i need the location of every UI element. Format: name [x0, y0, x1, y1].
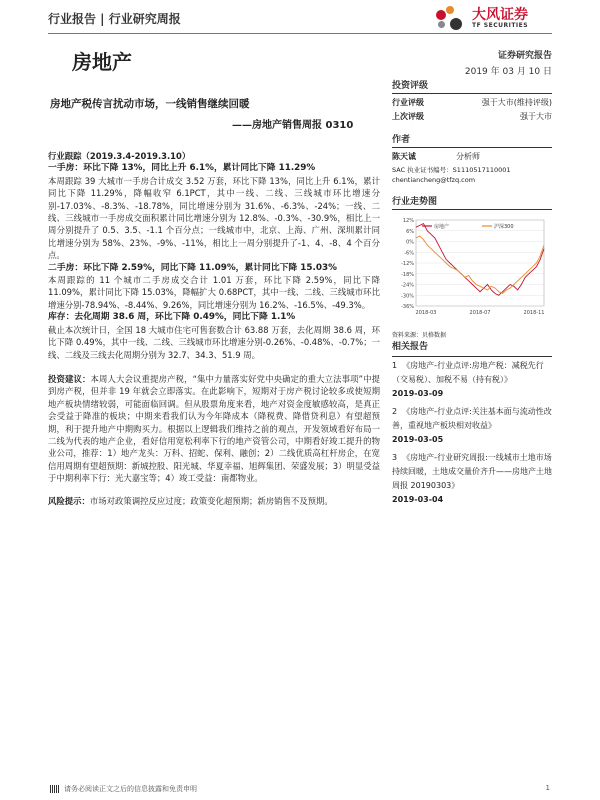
author-role: 分析师: [456, 152, 480, 161]
related-heading: 相关报告: [392, 340, 552, 357]
ref-link[interactable]: 《房地产-行业点评:房地产税：减税先行（交易税）、加税不易（持有税）》: [392, 361, 544, 384]
trend-box: [392, 194, 552, 339]
ref-link[interactable]: 《房地产-行业研究周报:一线城市土地市场持续回暖，土地成交量价齐升——房地产土地周报 20190303》: [392, 453, 552, 490]
y-tick-label: -18%: [401, 271, 414, 278]
brand-logo: [436, 4, 548, 32]
logo-subtext: TF SECURITIES: [472, 22, 529, 29]
report-series: ——房地产销售周报 0310: [232, 120, 354, 131]
second-hand-paragraph: 本周跟踪的 11 个城市二手房成交合计 1.01 万套，环比下降 2.59%，同比下降 11.09%，累计同比下降 15.03%，降幅扩大 0.68PCT，其中一线、二线、三线城市环比增速分别-78.94%、-8.44%、9.26%，同比增速分别为 16.2%、-16.5%、-49.3%。: [48, 275, 380, 310]
header-divider: [48, 33, 552, 34]
tracking-heading: 行业跟踪（2019.3.4-2019.3.10）: [48, 151, 191, 161]
x-tick-label: 2018-11: [523, 310, 545, 316]
author-email: chentiancheng@tfzq.com: [392, 176, 476, 184]
y-tick-label: -36%: [401, 304, 414, 310]
ref-date: 2019-03-05: [392, 435, 444, 444]
ref-number: 3: [392, 453, 398, 462]
report-type: 证券研究报告: [497, 51, 552, 61]
report-subtitle: 房地产税传言扰动市场，一线销售继续回暖: [50, 98, 250, 110]
investment-label: 投资建议：: [48, 373, 91, 384]
footer-text: 请务必阅读正文之后的信息披露和免责申明: [64, 785, 197, 793]
author-name: 陈天诚: [392, 152, 416, 161]
related-reports: [392, 340, 552, 511]
author-cert: SAC 执业证书编号：S1110517110001: [392, 166, 511, 174]
investment-text: 本周人大会议重提房产税，“集中力量落实好党中央确定的重大立法事项”中提到房产税，但并非 19 年就会立即落实。在此影响下，短期对于房产税讨论较多或使短期地产板块情绪较弱，可能面临回调。但从股票角度来看，地产对资金度敏感较高，是真正会受益于降准的板块；中期来看我们认为今年降成本（降税费、降借贷利息）有望超预期，利于提升地产中期购买力。根据以上逻辑我们维持之前的观点，开发领域看好布局一二线为代表的地产企业，看好信用宽松利率下行的地产资管公司，中期看好竣工提升的物业公司，推荐：1）地产龙头：万科、招蛇、保利、融创；2）二线优质高杠杆房企，在宽信用周期有望超预期：新城控股、阳光城、华夏幸福、旭辉集团、荣盛发展；3）明显受益于中期利率下行：光大嘉宝等；4）竣工受益：南都物业。: [48, 373, 380, 484]
ref-date: 2019-03-09: [392, 389, 444, 398]
rating-box: [392, 78, 552, 122]
risk-text: 市场对政策调控反应过度；政策变化超预期；新房销售不及预期。: [89, 495, 333, 506]
main-body: [48, 150, 380, 507]
ref-number: 1: [392, 361, 398, 370]
ref-item: [392, 451, 552, 493]
ref-item: [392, 359, 552, 387]
y-tick-label: 0%: [406, 239, 414, 246]
risk-warning: [48, 495, 380, 507]
page-footer: [50, 784, 550, 794]
page-title: 房地产: [72, 50, 132, 74]
trend-heading: 行业走势图: [392, 194, 552, 210]
y-tick-label: 12%: [402, 218, 414, 224]
author-heading: 作者: [392, 132, 552, 148]
logo-dots-icon: [436, 6, 468, 30]
ref-link[interactable]: 《房地产-行业点评:关注基本面与流动性改善，重视地产板块相对收益》: [392, 407, 552, 430]
report-date: 2019 年 03 月 10 日: [464, 67, 552, 77]
industry-rating-label: 行业评级: [392, 98, 424, 107]
legend-label: 房地产: [434, 224, 450, 230]
logo-text: 大风证券: [472, 7, 528, 23]
previous-rating-label: 上次评级: [392, 112, 424, 121]
ref-item: [392, 405, 552, 433]
y-tick-label: -12%: [401, 261, 414, 267]
legend-label: 沪深300: [494, 224, 514, 230]
series-line: [416, 236, 544, 293]
qr-code-icon: [50, 785, 60, 793]
investment-advice: [48, 373, 380, 485]
inventory-heading: 库存：去化周期 38.6 周，环比下降 0.49%，同比下降 1.1%: [48, 312, 296, 323]
x-tick-label: 2018-07: [469, 310, 491, 316]
second-hand-heading: 二手房：环比下降 2.59%，同比下降 11.09%，累计同比下降 15.03%: [48, 262, 337, 273]
chart-source: 资料来源：贝格数据: [392, 332, 447, 339]
page-number: 1: [545, 784, 550, 792]
footer-disclaimer: [50, 784, 197, 794]
first-hand-paragraph: 本周跟踪 39 大城市一手房合计成交 3.52 万套，环比下降 13%，同比上升 6.1%，累计同比下降 11.29%，降幅收窄 6.1PCT，其中一线、二线、三线城市环比增速分别-17.03%、-8.3%、-18.78%，同比增速分别为 31.6%、-6.3%、-24%；一线、二线、三线城市一手房成交面积累计同比增速分别为 12.8%、-0.3%、-30.9%，相比上一周分别提升了 0.5、3.5、-1.1 个百分点；一线城市中，北京、上海、广州、深圳累计同比增速分别为 58%、23%、-9%、-11%，相比上一周分别提升了-1、4、-8、4 个百分点。: [48, 175, 380, 261]
trend-chart: [392, 214, 552, 320]
previous-rating-value: 强于大市: [520, 112, 552, 121]
y-tick-label: -6%: [404, 250, 414, 257]
ref-number: 2: [392, 407, 398, 416]
industry-rating-value: 强于大市(维持评级): [481, 98, 552, 107]
y-tick-label: -30%: [401, 293, 414, 300]
y-tick-label: 6%: [406, 228, 414, 235]
author-box: [392, 132, 552, 184]
risk-label: 风险提示：: [48, 495, 90, 506]
report-category: 行业报告 | 行业研究周报: [48, 12, 181, 26]
rating-heading: 投资评级: [392, 78, 552, 94]
inventory-paragraph: 截止本次统计日，全国 18 大城市住宅可售套数合计 63.88 万套，去化周期 38.6 周，环比下降 0.49%，其中一线、二线、三线城市环比增速分别-0.26%、-0.48%、-0.7%；一线、二线及三线去化周期分别为 32.7、34.3、51.9 周。: [48, 324, 380, 360]
ref-date: 2019-03-04: [392, 495, 444, 504]
y-tick-label: -24%: [401, 282, 414, 289]
first-hand-heading: 一手房：环比下降 13%，同比上升 6.1%，累计同比下降 11.29%: [48, 163, 316, 174]
x-tick-label: 2018-03: [415, 310, 437, 316]
